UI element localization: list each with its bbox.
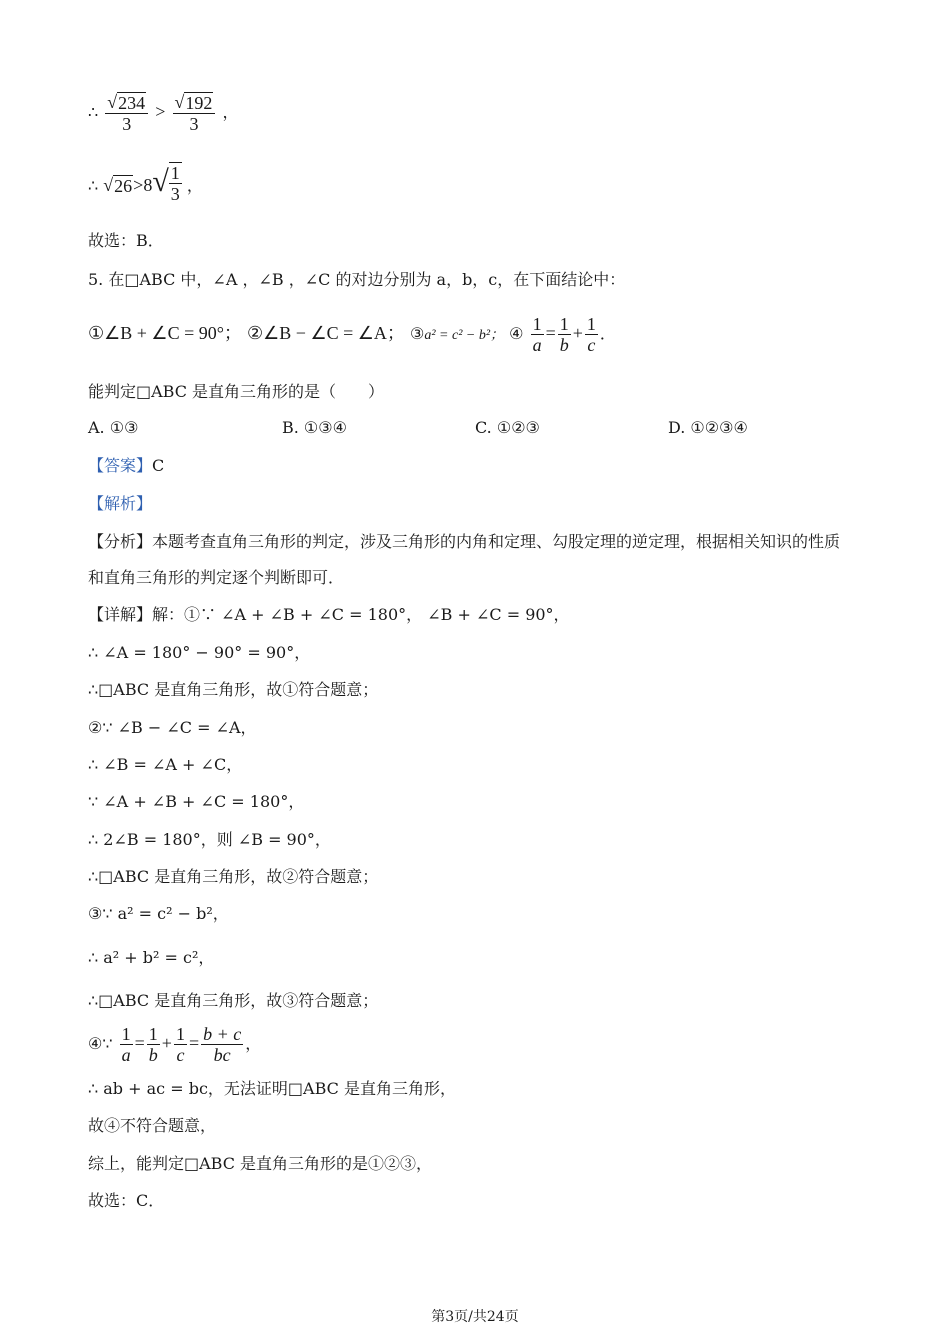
fraction: √ 192 3: [173, 92, 216, 134]
detail-line-1: 【详解】解：①∵ ∠A + ∠B + ∠C = 180°， ∠B + ∠C = 90°，: [88, 605, 570, 624]
answer-tag: 【答案】: [88, 456, 153, 475]
detail-line-11: ∴□ABC 是直角三角形，故③符合题意；: [88, 991, 379, 1010]
detail-line-15: 综上，能判定□ABC 是直角三角形的是①②③，: [88, 1154, 433, 1173]
detail-line-13: ∴ ab + ac = bc，无法证明□ABC 是直角三角形，: [88, 1079, 456, 1098]
option-a: A. ①③: [88, 418, 139, 437]
inequality-line-1: ∴ √ 234 3 > √ 192 3 ，: [88, 92, 239, 134]
option-d: D. ①②③④: [668, 418, 748, 437]
detail-line-4: ②∵ ∠B − ∠C = ∠A，: [88, 718, 257, 737]
question-5-ask: 能判定□ABC 是直角三角形的是（ ）: [88, 382, 385, 401]
detail-line-5: ∴ ∠B = ∠A + ∠C，: [88, 755, 243, 774]
detail-line-2: ∴ ∠A = 180° − 90° = 90°，: [88, 643, 311, 662]
detail-line-10: ∴ a² + b² = c²，: [88, 948, 215, 967]
detail-line-8: ∴□ABC 是直角三角形，故②符合题意；: [88, 867, 379, 886]
page-footer: 第3页/共24页: [431, 1309, 519, 1325]
answer-line: [88, 456, 164, 476]
answer-value: C: [152, 456, 165, 475]
fraction: √ 234 3: [105, 92, 148, 134]
detail-line-3: ∴□ABC 是直角三角形，故①符合题意；: [88, 680, 379, 699]
fenxi-line-2: 和直角三角形的判定逐个判断即可．: [88, 568, 345, 587]
conditions-line: ①∠B + ∠C = 90°； ②∠B − ∠C = ∠A； ③a² = c² − b²； ④ $\frac{1}{a}$ = $\frac{1}{b}$ + $\frac{1}{c}$ ．: [88, 314, 616, 355]
detail-line-6: ∵ ∠A + ∠B + ∠C = 180°，: [88, 792, 305, 811]
detail-line-14: 故④不符合题意，: [88, 1116, 217, 1135]
option-c: C. ①②③: [475, 418, 540, 437]
question-5: 5. 在□ABC 中，∠A ，∠B ，∠C 的对边分别为 a，b，c，在下面结论中：: [88, 270, 626, 289]
fenxi-line-1: 【分析】本题考查直角三角形的判定，涉及三角形的内角和定理、勾股定理的逆定理，根据相关知识的性质: [88, 532, 841, 551]
detail-line-16: 故选：C．: [88, 1191, 165, 1210]
analysis-tag: 【解析】: [88, 494, 153, 513]
choose-b: 故选：B．: [88, 231, 164, 250]
inequality-line-2: ∴ √ 26 >8 √ $\frac{1}{3}$ ，: [88, 163, 203, 204]
detail-line-9: ③∵ a² = c² − b²，: [88, 904, 229, 923]
detail-line-12: ④∵ $\frac{1}{a}$ = $\frac{1}{b}$ + $\frac{1}{c}$ = $\frac{b + c}{bc}$ ，: [88, 1024, 262, 1065]
option-b: B. ①③④: [282, 418, 347, 437]
detail-line-7: ∴ 2∠B = 180°，则 ∠B = 90°，: [88, 830, 331, 849]
